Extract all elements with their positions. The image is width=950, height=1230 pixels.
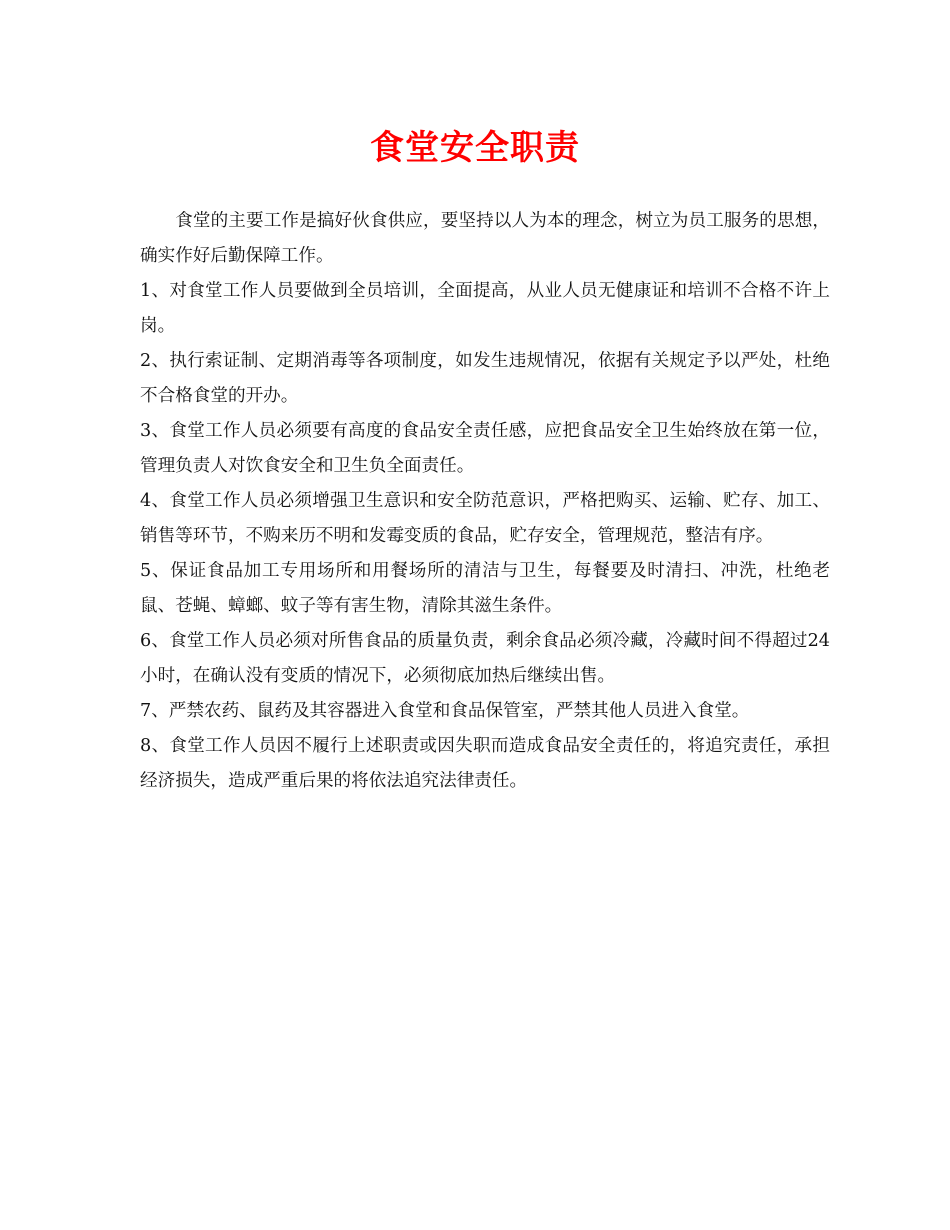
list-item-4: 4、食堂工作人员必须增强卫生意识和安全防范意识，严格把购买、运输、贮存、加工、销售等环节，不购来历不明和发霉变质的食品，贮存安全，管理规范，整洁有序。 [140, 491, 830, 546]
document-title: 食堂安全职责 [370, 128, 580, 168]
list-item-1: 1、对食堂工作人员要做到全员培训，全面提高，从业人员无健康证和培训不合格不许上岗。 [140, 281, 830, 336]
list-item-6: 6、食堂工作人员必须对所售食品的质量负责，剩余食品必须冷藏，冷藏时间不得超过24小时，在确认没有变质的情况下，必须彻底加热后继续出售。 [140, 631, 830, 686]
list-item-8: 8、食堂工作人员因不履行上述职责或因失职而造成食品安全责任的，将追究责任，承担经济损失，造成严重后果的将依法追究法律责任。 [140, 736, 830, 791]
document-body [140, 204, 830, 799]
list-item-3: 3、食堂工作人员必须要有高度的食品安全责任感，应把食品安全卫生始终放在第一位，管理负责人对饮食安全和卫生负全面责任。 [140, 421, 830, 476]
list-item-5: 5、保证食品加工专用场所和用餐场所的清洁与卫生，每餐要及时清扫、冲洗，杜绝老鼠、苍蝇、蟑螂、蚊子等有害生物，清除其滋生条件。 [140, 561, 830, 616]
intro-paragraph: 食堂的主要工作是搞好伙食供应，要坚持以人为本的理念，树立为员工服务的思想，确实作好后勤保障工作。 [140, 211, 830, 266]
list-item-2: 2、执行索证制、定期消毒等各项制度，如发生违规情况，依据有关规定予以严处，杜绝不合格食堂的开办。 [140, 351, 830, 406]
list-item-7: 7、严禁农药、鼠药及其容器进入食堂和食品保管室，严禁其他人员进入食堂。 [140, 701, 750, 721]
